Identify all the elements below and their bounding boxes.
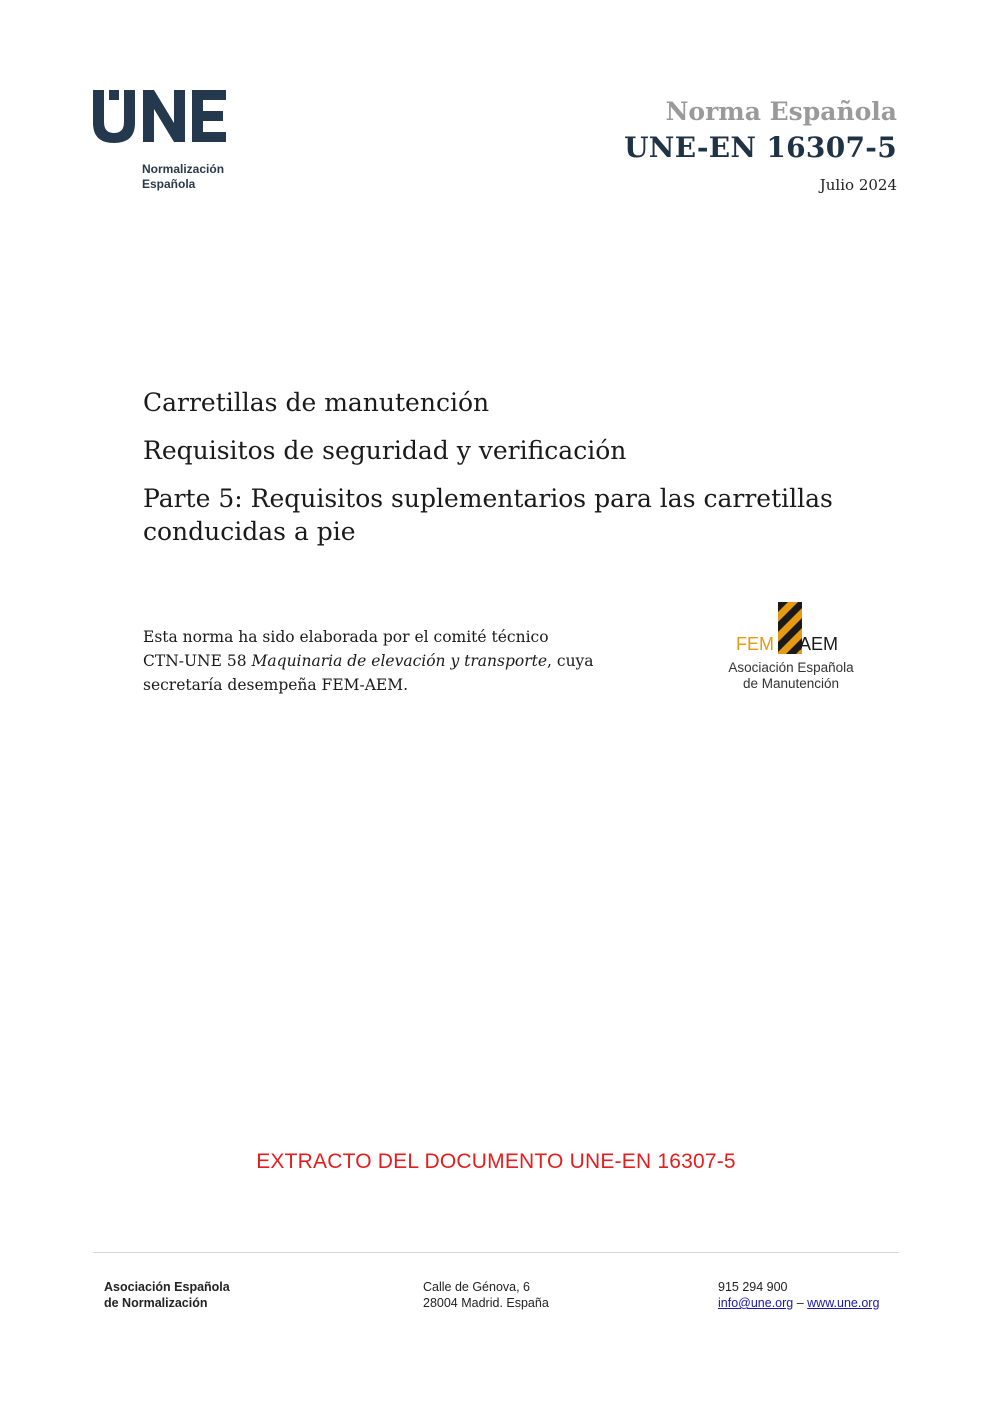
document-titles	[143, 386, 863, 563]
fem-word: FEM	[736, 634, 774, 654]
aem-word: AEM	[799, 634, 839, 654]
footer-phone: 915 294 900	[718, 1280, 788, 1294]
committee-intro: Esta norma ha sido elaborada por el comité técnico	[143, 628, 549, 646]
title-line-3: Parte 5: Requisitos suplementarios para las carretillas conducidas a pie	[143, 484, 833, 546]
footer-address	[423, 1279, 549, 1311]
committee-after-name: , cuya	[547, 652, 594, 670]
footer-email-link[interactable]: info@une.org	[718, 1296, 794, 1310]
une-logo-sub-line1: Normalización	[142, 162, 225, 176]
title-line-2: Requisitos de seguridad y verificación	[143, 436, 627, 465]
footer-link-separator: –	[793, 1296, 808, 1310]
fem-aem-subtitle	[720, 660, 862, 692]
extract-notice: EXTRACTO DEL DOCUMENTO UNE-EN 16307-5	[256, 1150, 736, 1173]
norma-code: UNE-EN 16307-5	[624, 131, 897, 164]
fem-aem-sub-line1: Asociación Española	[728, 660, 854, 675]
norma-label: Norma Española	[665, 97, 897, 126]
footer-links	[718, 1295, 879, 1311]
footer-address-line1: Calle de Génova, 6	[423, 1280, 531, 1294]
fem-aem-sub-line2: de Manutención	[742, 676, 840, 691]
une-logo	[93, 88, 243, 198]
norma-date: Julio 2024	[819, 176, 897, 194]
committee-name: Maquinaria de elevación y transporte	[251, 652, 548, 670]
une-logo-subtitle	[142, 162, 224, 192]
footer-org-line1: Asociación Española	[104, 1280, 230, 1294]
footer-organization	[104, 1279, 230, 1311]
committee-code: CTN-UNE 58	[143, 652, 247, 670]
footer-contact	[718, 1279, 879, 1311]
une-logo-mark	[93, 88, 228, 144]
norma-block	[624, 96, 897, 202]
footer-website-link[interactable]: www.une.org	[807, 1296, 880, 1310]
fem-aem-logo	[720, 602, 862, 694]
committee-statement	[143, 625, 643, 697]
committee-secretariat: secretaría desempeña FEM-AEM.	[143, 676, 409, 694]
title-line-1: Carretillas de manutención	[143, 388, 490, 417]
une-logo-sub-line2: Española	[142, 177, 196, 191]
footer-divider	[93, 1252, 899, 1253]
footer-org-line2: de Normalización	[104, 1296, 208, 1310]
footer-address-line2: 28004 Madrid. España	[423, 1296, 549, 1310]
